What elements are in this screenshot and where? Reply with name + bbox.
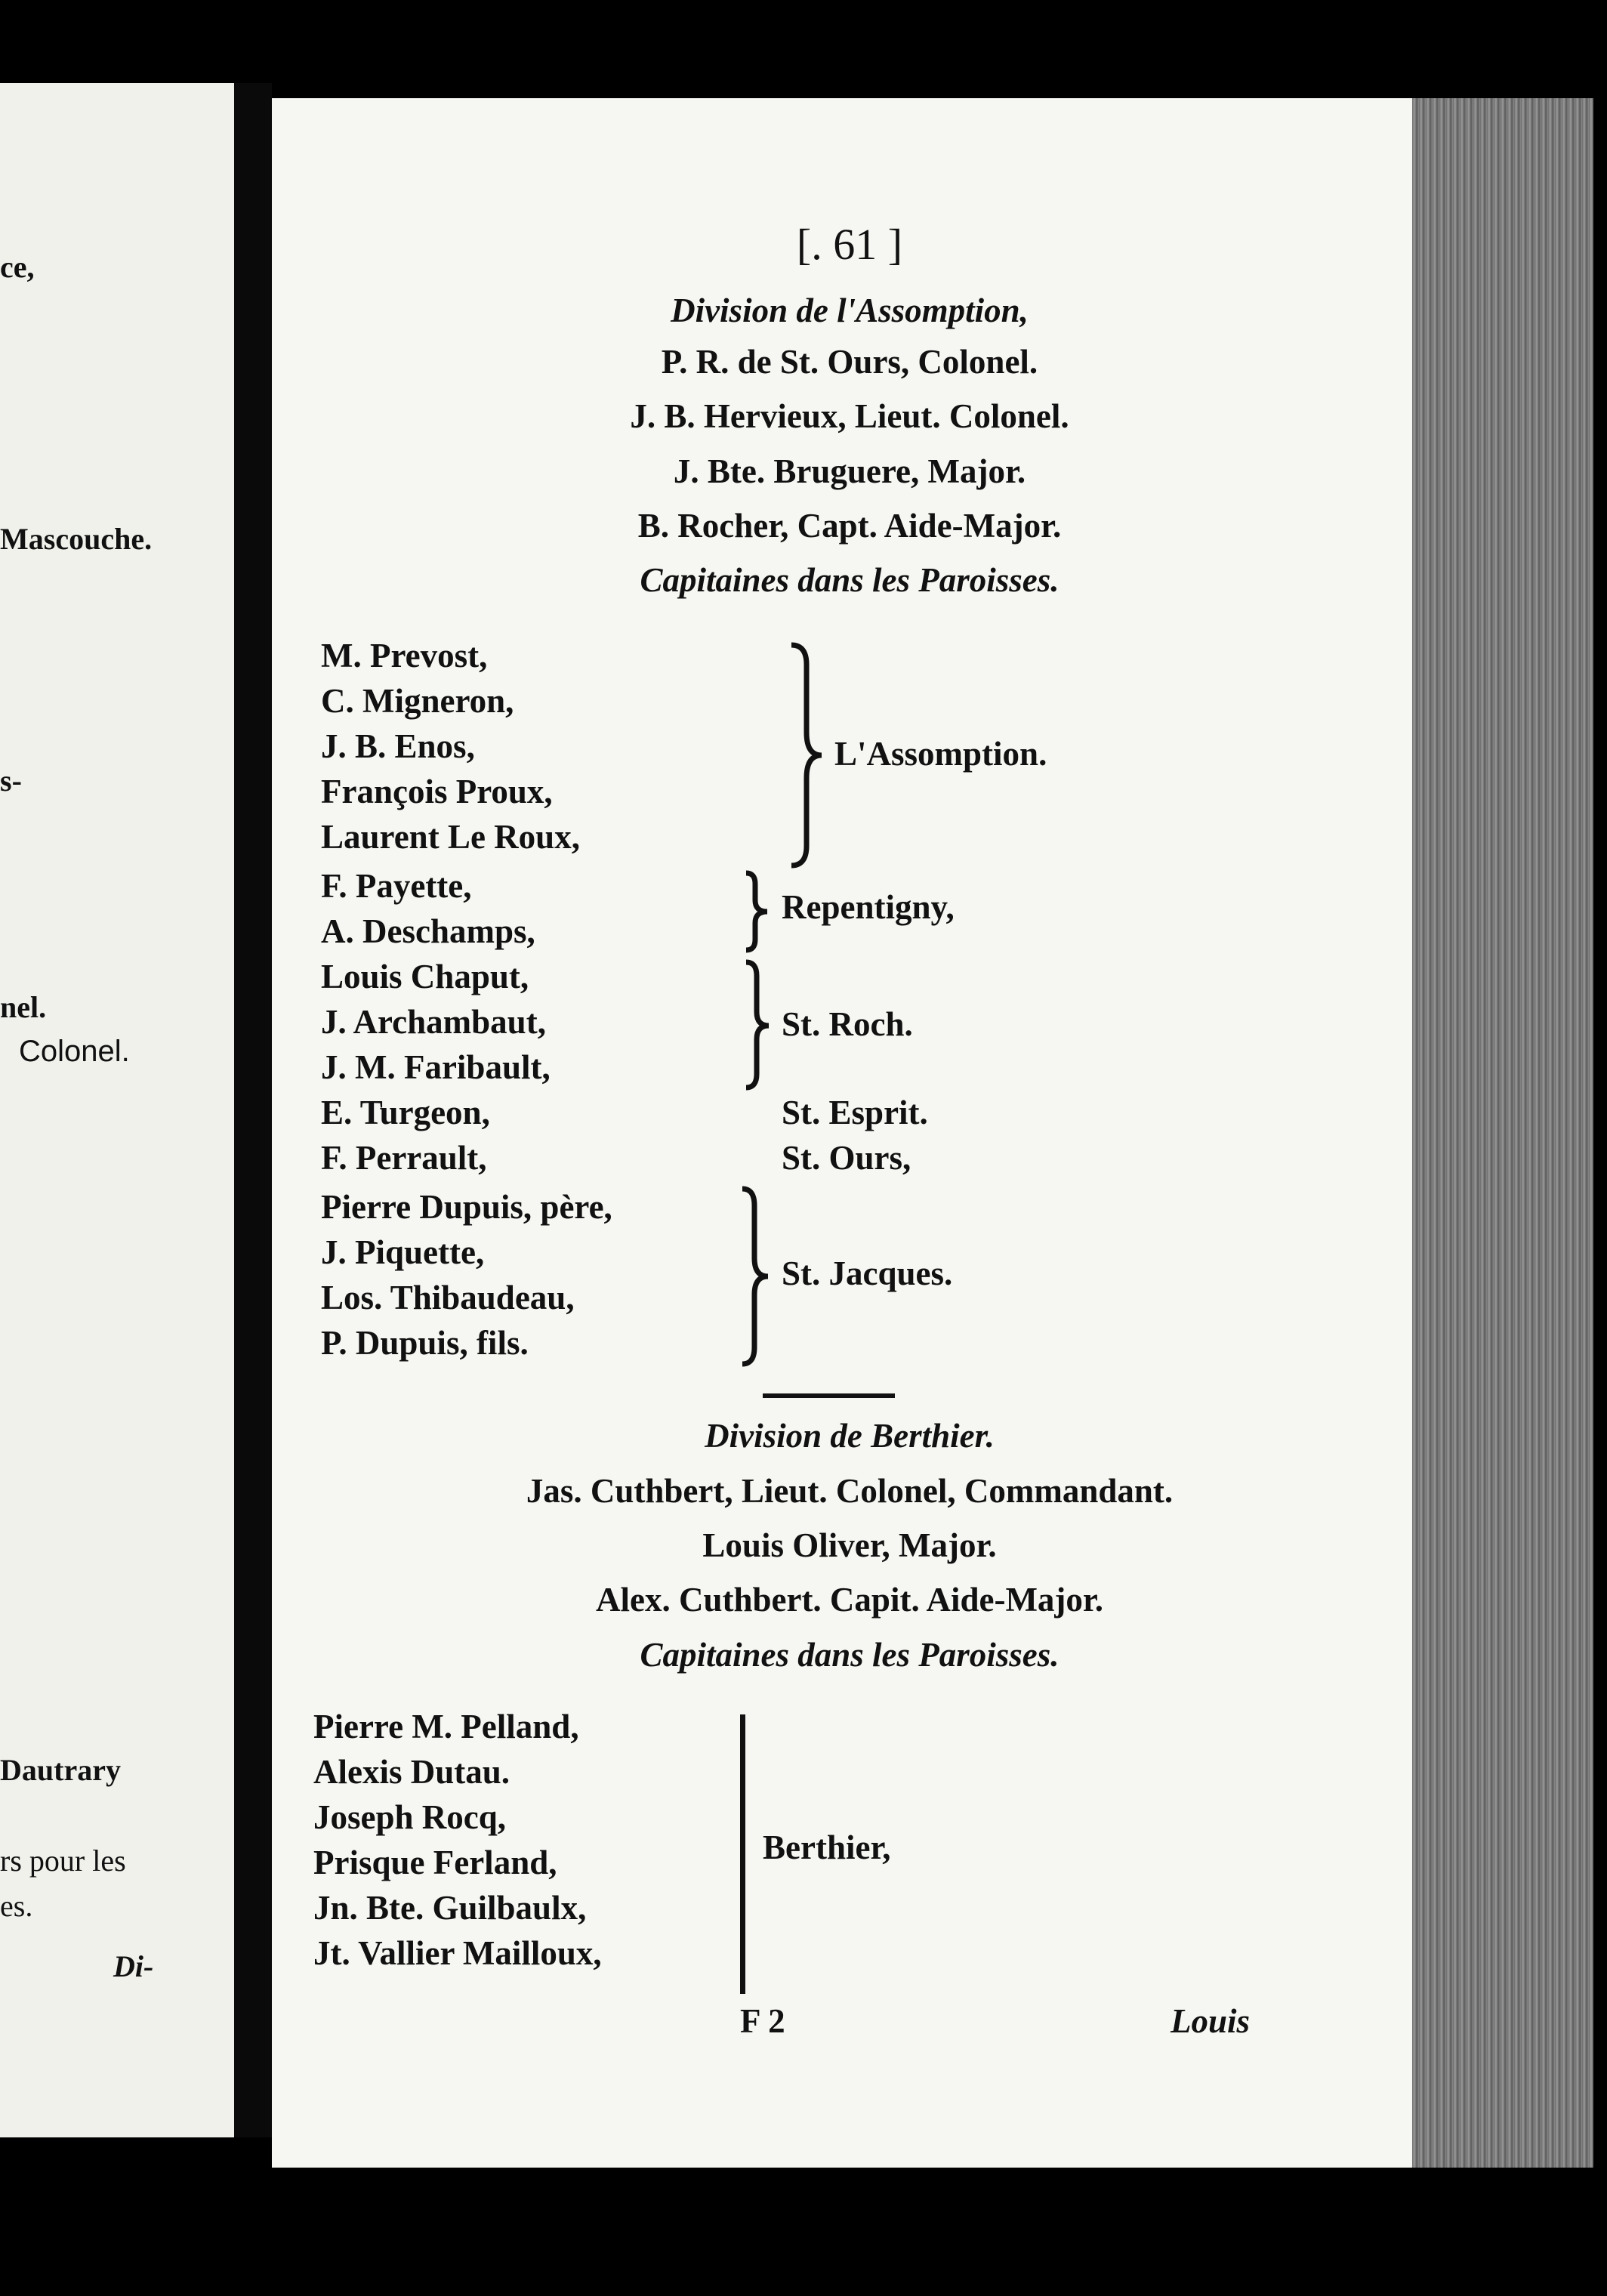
brace (785, 642, 831, 869)
brace (736, 1186, 774, 1367)
captain-name: J. Archambaut, (321, 1003, 546, 1041)
officer-line: J. Bte. Bruguere, Major. (673, 452, 1026, 490)
brace (740, 870, 778, 953)
vertical-bar (740, 1714, 745, 1994)
parish-name: St. Esprit. (782, 1094, 928, 1131)
captain-name: Pierre Dupuis, père, (321, 1188, 612, 1226)
parish-name: St. Roch. (782, 1005, 913, 1043)
captains-heading: Capitaines dans les Paroisses. (640, 561, 1060, 599)
captain-name: Joseph Rocq, (313, 1798, 507, 1836)
page-number: [. 61 ] (796, 220, 903, 269)
signature-mark: F 2 (740, 2002, 785, 2040)
captain-name: J. B. Enos, (321, 727, 475, 765)
captain-name: J. Piquette, (321, 1233, 485, 1271)
division-title: Division de Berthier. (705, 1417, 995, 1455)
captain-name: Los. Thibaudeau, (321, 1279, 575, 1316)
captain-name: J. M. Faribault, (321, 1048, 551, 1086)
captain-name: P. Dupuis, fils. (321, 1324, 529, 1362)
left-text-line: Di- (113, 1949, 154, 1983)
officer-line: J. B. Hervieux, Lieut. Colonel. (630, 397, 1069, 435)
officer-line: Alex. Cuthbert. Capit. Aide-Major. (595, 1581, 1104, 1619)
captain-name: C. Migneron, (321, 682, 514, 720)
parish-name: St. Jacques. (782, 1254, 953, 1292)
captain-name: Alexis Dutau. (313, 1753, 510, 1791)
brace (740, 959, 778, 1091)
left-page (0, 83, 234, 2137)
book-spine (234, 83, 272, 2137)
officer-line: P. R. de St. Ours, Colonel. (661, 343, 1038, 381)
captain-name: Louis Chaput, (321, 958, 529, 995)
captain-name: E. Turgeon, (321, 1094, 490, 1131)
section-divider (763, 1393, 895, 1398)
left-text-line: Mascouche. (0, 522, 153, 556)
left-text-line: Dautrary (0, 1753, 121, 1787)
captain-name: Laurent Le Roux, (321, 818, 580, 856)
captain-name: Jn. Bte. Guilbaulx, (313, 1889, 587, 1927)
captains-heading: Capitaines dans les Paroisses. (640, 1636, 1060, 1674)
officer-line: B. Rocher, Capt. Aide-Major. (637, 507, 1062, 545)
captain-name: A. Deschamps, (321, 912, 535, 950)
captain-name: Prisque Ferland, (313, 1844, 557, 1881)
parish-name: Berthier, (763, 1828, 891, 1866)
left-text-line: ce, (0, 250, 35, 284)
captain-name: F. Payette, (321, 867, 472, 905)
left-text-line: nel. (0, 990, 47, 1024)
captain-name: F. Perrault, (321, 1139, 487, 1177)
officer-line: Jas. Cuthbert, Lieut. Colonel, Commandant. (526, 1472, 1174, 1510)
officer-line: Louis Oliver, Major. (702, 1526, 997, 1564)
captain-name: Jt. Vallier Mailloux, (313, 1934, 602, 1972)
captain-name: Pierre M. Pelland, (313, 1708, 579, 1745)
division-title: Division de l'Assomption, (671, 292, 1029, 329)
parish-name: St. Ours, (782, 1139, 911, 1177)
left-text-line: s- (0, 764, 22, 798)
catchword: Louis (1171, 2002, 1251, 2040)
parish-name: L'Assomption. (834, 735, 1047, 773)
captain-name: François Proux, (321, 773, 553, 810)
page-edge (1412, 98, 1593, 2168)
left-text-line: Colonel. (19, 1035, 130, 1068)
left-text-line: es. (0, 1889, 33, 1923)
captain-name: M. Prevost, (321, 637, 488, 674)
right-page (272, 98, 1427, 2168)
parish-name: Repentigny, (782, 888, 955, 926)
left-text-line: rs pour les (0, 1844, 126, 1878)
